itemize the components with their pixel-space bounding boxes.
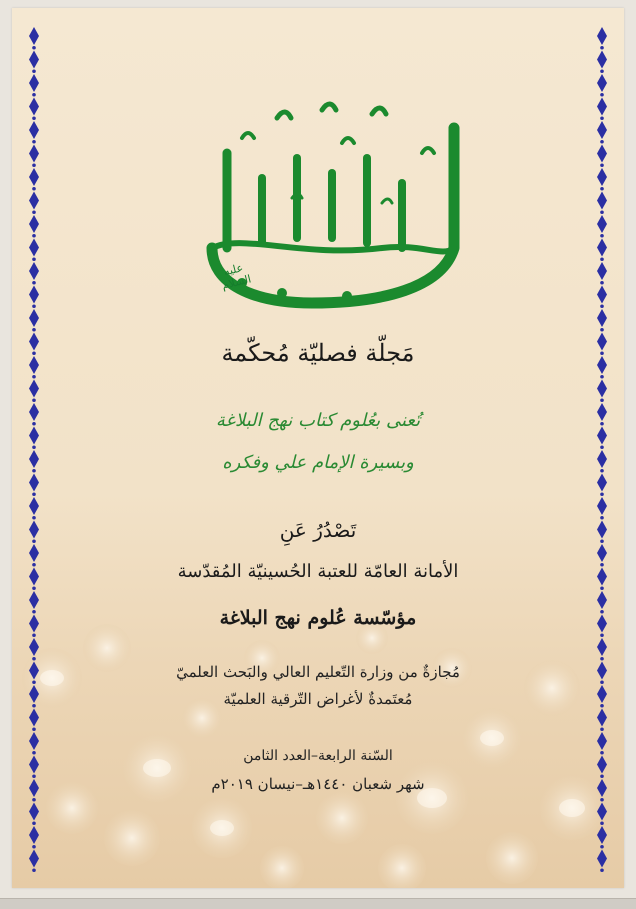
border-diamond bbox=[597, 121, 607, 139]
border-diamond bbox=[597, 286, 607, 304]
border-dot bbox=[600, 727, 604, 731]
border-diamond bbox=[29, 638, 39, 656]
border-diamond bbox=[29, 380, 39, 398]
border-dot bbox=[32, 492, 36, 496]
border-diamond bbox=[29, 121, 39, 139]
border-diamond bbox=[597, 803, 607, 821]
border-dot bbox=[600, 187, 604, 191]
border-dot bbox=[32, 304, 36, 308]
border-diamond bbox=[597, 192, 607, 210]
year-issue: السّنة الرابعة–العدد الثامن bbox=[243, 748, 393, 764]
border-diamond bbox=[29, 74, 39, 92]
border-dot bbox=[600, 586, 604, 590]
border-diamond bbox=[597, 51, 607, 69]
border-diamond bbox=[29, 192, 39, 210]
border-dot bbox=[600, 281, 604, 285]
border-dot bbox=[600, 93, 604, 97]
border-dot bbox=[600, 304, 604, 308]
border-diamond bbox=[29, 98, 39, 116]
border-diamond bbox=[597, 638, 607, 656]
border-dot bbox=[32, 210, 36, 214]
border-dot bbox=[32, 727, 36, 731]
border-diamond bbox=[597, 709, 607, 727]
border-dot bbox=[32, 234, 36, 238]
border-diamond bbox=[29, 239, 39, 257]
border-dot bbox=[600, 868, 604, 872]
journal-type: مَجلّة فصليّة مُحكّمة bbox=[221, 339, 415, 367]
border-dot bbox=[32, 69, 36, 73]
border-diamond bbox=[29, 826, 39, 844]
right-diamond-border bbox=[595, 24, 609, 874]
border-dot bbox=[600, 398, 604, 402]
border-dot bbox=[600, 821, 604, 825]
border-diamond bbox=[597, 215, 607, 233]
border-diamond bbox=[597, 74, 607, 92]
border-dot bbox=[32, 281, 36, 285]
border-dot bbox=[32, 445, 36, 449]
border-diamond bbox=[597, 168, 607, 186]
border-dot bbox=[600, 798, 604, 802]
border-diamond bbox=[29, 286, 39, 304]
viewer-bottom-bar bbox=[0, 898, 636, 909]
border-diamond bbox=[597, 262, 607, 280]
border-dot bbox=[600, 633, 604, 637]
accreditation-line-1: مُجازةٌ من وزارة التّعليم العالي والبَحث العلميّ bbox=[176, 663, 460, 681]
border-diamond bbox=[597, 826, 607, 844]
journal-concern-line-2: وبسيرة الإمام علي وفكره bbox=[222, 452, 414, 473]
journal-concern-line-1: تُعنى بعُلوم كتاب نهج البلاغة bbox=[215, 410, 421, 431]
border-dot bbox=[600, 210, 604, 214]
border-diamond bbox=[29, 709, 39, 727]
accreditation-line-2: مُعتَمدةٌ لأغراض التّرقية العلميّة bbox=[223, 690, 413, 708]
border-diamond bbox=[597, 380, 607, 398]
border-dot bbox=[32, 140, 36, 144]
border-dot bbox=[32, 633, 36, 637]
border-diamond bbox=[29, 803, 39, 821]
border-dot bbox=[600, 375, 604, 379]
border-dot bbox=[600, 46, 604, 50]
border-diamond bbox=[597, 544, 607, 562]
publisher-line-1: الأمانة العامّة للعتبة الحُسينيّة المُقدّسة bbox=[177, 561, 459, 582]
publisher-intro: تَصْدُرُ عَنِ bbox=[279, 518, 357, 542]
left-diamond-border bbox=[27, 24, 41, 874]
border-diamond bbox=[29, 27, 39, 45]
border-diamond bbox=[29, 51, 39, 69]
border-dot bbox=[600, 845, 604, 849]
border-dot bbox=[600, 163, 604, 167]
border-dot bbox=[32, 375, 36, 379]
border-diamond bbox=[597, 98, 607, 116]
border-dot bbox=[600, 657, 604, 661]
border-dot bbox=[32, 163, 36, 167]
border-dot bbox=[600, 140, 604, 144]
border-dot bbox=[32, 257, 36, 261]
border-dot bbox=[32, 868, 36, 872]
border-dot bbox=[600, 492, 604, 496]
border-dot bbox=[600, 234, 604, 238]
border-dot bbox=[32, 116, 36, 120]
border-diamond bbox=[29, 168, 39, 186]
border-dot bbox=[600, 116, 604, 120]
border-diamond bbox=[29, 309, 39, 327]
border-dot bbox=[600, 257, 604, 261]
issue-date: شهر شعبان ١٤٤٠هـ–نيسان ٢٠١٩م bbox=[211, 775, 425, 793]
border-dot bbox=[32, 586, 36, 590]
border-dot bbox=[32, 398, 36, 402]
border-diamond bbox=[29, 850, 39, 868]
border-diamond bbox=[597, 27, 607, 45]
border-diamond bbox=[29, 497, 39, 515]
border-dot bbox=[32, 657, 36, 661]
border-diamond bbox=[597, 145, 607, 163]
border-dot bbox=[600, 69, 604, 73]
border-dot bbox=[32, 798, 36, 802]
border-diamond bbox=[597, 850, 607, 868]
border-dot bbox=[32, 46, 36, 50]
border-diamond bbox=[597, 474, 607, 492]
border-dot bbox=[32, 845, 36, 849]
border-dot bbox=[600, 445, 604, 449]
title-seal: عليه السلام bbox=[220, 261, 253, 293]
border-dot bbox=[32, 93, 36, 97]
border-diamond bbox=[29, 262, 39, 280]
border-dot bbox=[32, 328, 36, 332]
border-dot bbox=[32, 821, 36, 825]
border-diamond bbox=[29, 544, 39, 562]
border-dot bbox=[600, 328, 604, 332]
border-dot bbox=[32, 187, 36, 191]
border-diamond bbox=[597, 239, 607, 257]
border-diamond bbox=[29, 145, 39, 163]
border-diamond bbox=[29, 215, 39, 233]
border-diamond bbox=[29, 474, 39, 492]
border-diamond bbox=[597, 309, 607, 327]
publisher-line-2: مؤسّسة عُلوم نهج البلاغة bbox=[219, 607, 417, 629]
border-diamond bbox=[597, 497, 607, 515]
